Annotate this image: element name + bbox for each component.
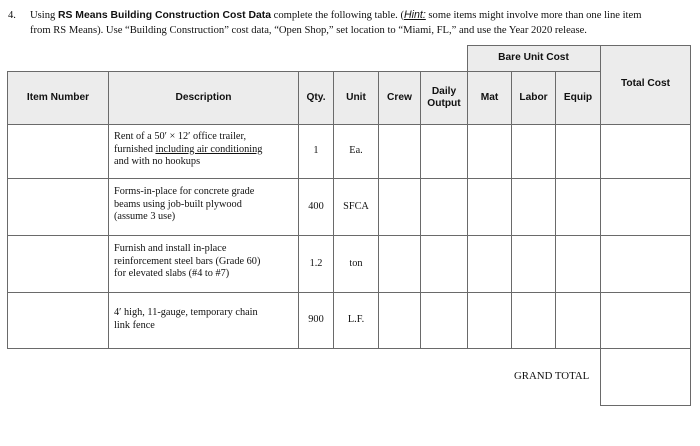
question-line-2: from RS Means). Use “Building Construction” cost data, “Open Shop,” set location to “Miami, FL,” and use the Year 2020 release.	[30, 25, 587, 36]
row-2-qty: 400	[308, 200, 324, 212]
book-title: RS Means Building Construction Cost Data	[57, 10, 271, 21]
row-1-desc-line-2	[114, 144, 294, 157]
row-2-desc-line-2: beams using job-built plywood	[114, 198, 242, 210]
grid-line	[7, 348, 691, 349]
hint-label: Hint:	[403, 9, 426, 21]
daily-output-label-1: Daily	[431, 85, 457, 97]
row-4-qty: 900	[308, 314, 324, 326]
row-3-unit: ton	[349, 257, 363, 269]
row-4-desc-line-2: link fence	[114, 319, 155, 331]
grand-total-label: GRAND TOTAL	[514, 370, 590, 382]
row-2-desc-line-3: (assume 3 use)	[114, 211, 176, 223]
daily-output-header	[421, 71, 467, 124]
row-2-unit: SFCA	[343, 200, 369, 212]
row-1-desc-line-2a: furnished	[114, 143, 156, 155]
row-1-unit: Ea.	[349, 145, 363, 157]
row-1-qty: 1	[313, 145, 319, 157]
row-1-desc-line-2b: including air conditioning	[155, 143, 263, 155]
qty-header: Qty.	[306, 91, 326, 103]
unit-header: Unit	[346, 91, 366, 103]
question-text-a: complete the following table. (	[271, 10, 404, 21]
row-3-desc-line-1: Furnish and install in-place	[114, 243, 227, 254]
grid-line	[600, 405, 691, 406]
row-3-desc-line-2: reinforcement steel bars (Grade 60)	[114, 255, 261, 267]
row-4-description	[114, 307, 294, 332]
row-1-desc-line-3: and with no hookups	[114, 156, 201, 168]
mat-header: Mat	[480, 91, 499, 103]
row-2-description	[114, 186, 294, 224]
question-intro: Using	[30, 10, 56, 21]
row-2-desc-line-1: Forms-in-place for concrete grade	[114, 186, 255, 197]
labor-header: Labor	[519, 91, 548, 103]
question-number: 4.	[8, 10, 16, 21]
row-3-desc-line-3: for elevated slabs (#4 to #7)	[114, 268, 230, 280]
grid-line	[690, 45, 691, 405]
row-3-qty: 1.2	[309, 257, 323, 269]
daily-output-label-2: Output	[427, 97, 461, 109]
description-header: Description	[175, 91, 232, 103]
question-text-b: some items might involve more than one line item	[425, 10, 642, 21]
row-4-unit: L.F.	[347, 314, 365, 326]
item-number-header: Item Number	[26, 91, 90, 103]
row-4-desc-line-1: 4′ high, 11-gauge, temporary chain	[114, 307, 258, 318]
row-1-description	[114, 131, 294, 169]
grid-line	[600, 45, 601, 405]
row-3-description	[114, 243, 294, 281]
crew-header: Crew	[387, 91, 412, 103]
total-cost-header: Total Cost	[620, 78, 671, 89]
bare-unit-cost-header: Bare Unit Cost	[498, 52, 569, 63]
row-1-desc-line-1: Rent of a 50′ × 12′ office trailer,	[114, 131, 247, 142]
equip-header: Equip	[563, 91, 593, 103]
